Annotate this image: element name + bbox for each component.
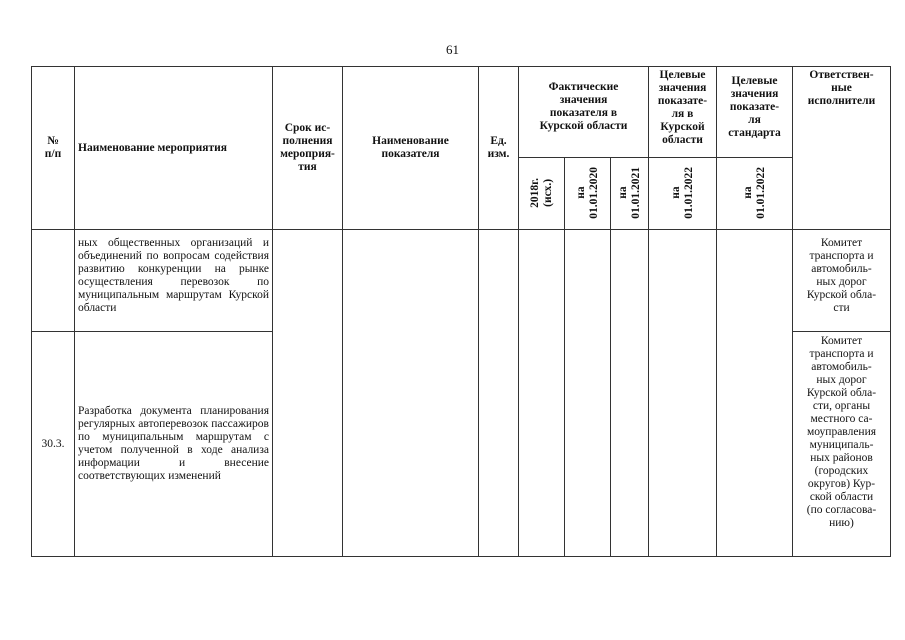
row-event: Разработка документа планирования регулярных автоперевозок пассажиров по муниципальным маршрутам с учетом полученной в ходе анализа информации и внесение соответствующих изменений — [75, 332, 273, 557]
row-responsible: Комитет транспорта и автомобиль- ных дорог Курской обла- сти, органы местного са- моуправления муниципаль- ных районов (городских округов) Кур- ской области (по согласова- нию) — [793, 332, 891, 557]
subheader-2020 — [565, 158, 611, 230]
subheader-2018 — [519, 158, 565, 230]
row-2021 — [611, 230, 649, 557]
row-deadline — [273, 230, 343, 557]
subheader-2022-standard-label: на 01.01.2022 — [741, 167, 767, 219]
events-table — [31, 66, 891, 557]
header-unit: Ед. изм. — [479, 67, 519, 230]
subheader-2022-region — [649, 158, 717, 230]
subheader-2021 — [611, 158, 649, 230]
row-num: 30.3. — [32, 332, 75, 557]
row-2018 — [519, 230, 565, 557]
header-num: № п/п — [32, 67, 75, 230]
table-row — [32, 230, 891, 332]
header-indicator-name: Наименование показателя — [343, 67, 479, 230]
subheader-2020-label: на 01.01.2020 — [574, 167, 600, 219]
header-target-region: Целевые значения показате- ля в Курской области — [649, 67, 717, 158]
row-unit — [479, 230, 519, 557]
row-indicator — [343, 230, 479, 557]
row-event: ных общественных организаций и объединений по вопросам содействия развитию конкуренции на рынке осуществления перевозок по муниципальным маршрутам Курской области — [75, 230, 273, 332]
row-2022-standard — [717, 230, 793, 557]
row-2022-region — [649, 230, 717, 557]
header-deadline: Срок ис- полнения мероприя- тия — [273, 67, 343, 230]
header-event-name: Наименование мероприятия — [75, 67, 273, 230]
header-row — [32, 67, 891, 158]
page-number: 61 — [446, 42, 459, 57]
row-responsible: Комитет транспорта и автомобиль- ных дорог Курской обла- сти — [793, 230, 891, 332]
row-2020 — [565, 230, 611, 557]
subheader-2022-standard — [717, 158, 793, 230]
header-target-standard: Целевые значения показате- ля стандарта — [717, 67, 793, 158]
header-actual-values: Фактические значения показателя в Курской области — [519, 67, 649, 158]
row-num — [32, 230, 75, 332]
subheader-2021-label: на 01.01.2021 — [616, 167, 642, 219]
subheader-2022-region-label: на 01.01.2022 — [669, 167, 695, 219]
subheader-2018-label: 2018г. (исх.) — [528, 178, 554, 208]
header-responsible: Ответствен- ные исполнители — [793, 67, 891, 230]
